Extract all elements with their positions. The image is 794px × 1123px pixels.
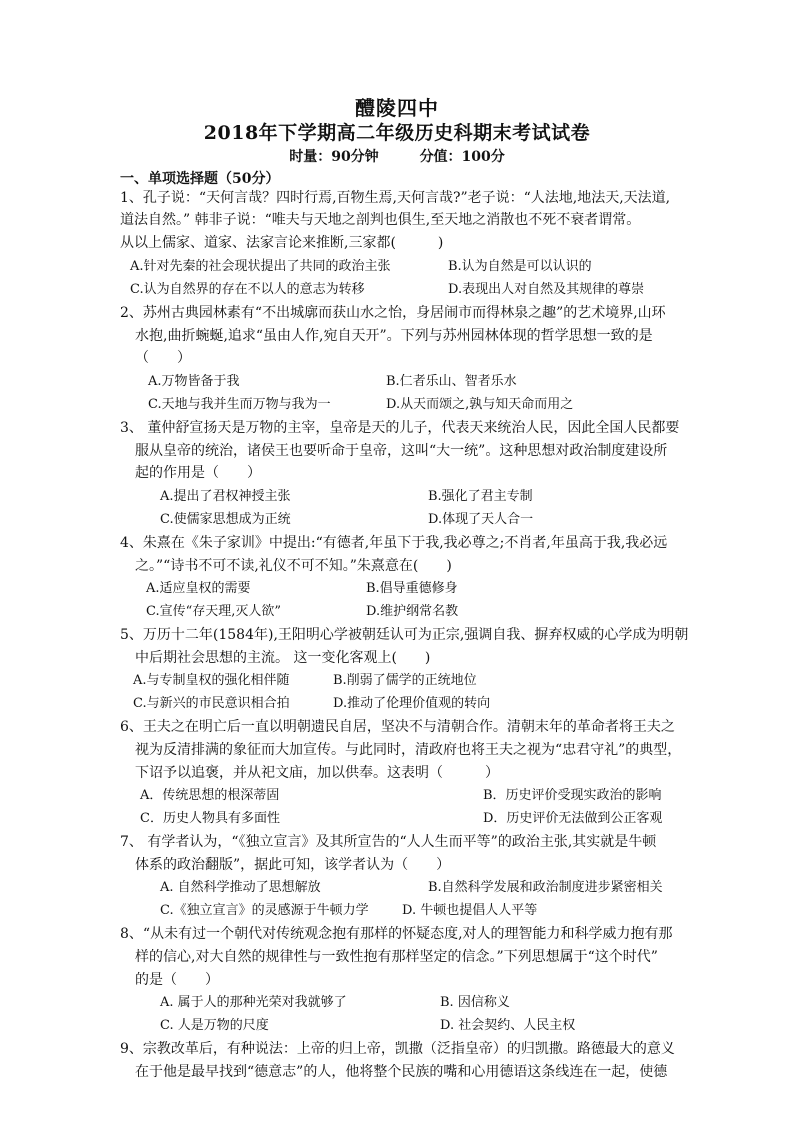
question-line: （ ） xyxy=(135,350,191,366)
option-a: A. 自然科学推动了思想解放 xyxy=(160,880,321,895)
question-line: 下诏予以追褒，并从祀文庙，加以供奉。这表明（ ） xyxy=(135,765,499,781)
option-a: A.万物皆备于我 xyxy=(148,374,240,389)
section-title: 一、单项选择题（50分） xyxy=(120,171,280,187)
exam-meta xyxy=(0,146,794,166)
option-c: C.与新兴的市民意识相合拍 xyxy=(133,696,290,711)
question-line: 的是（ ） xyxy=(135,972,219,988)
time-label: 时量：90分钟 xyxy=(289,149,379,165)
question-line: 中后期社会思想的主流。 这一变化客观上( ) xyxy=(135,650,431,666)
question-line: 7、 有学者认为，“《独立宣言》及其所宣告的“人人生而平等”的政治主张,其实就是牛顿 xyxy=(120,834,657,850)
question-line: 4、朱熹在《朱子家训》中提出:“有德者,年虽下于我,我必尊之;不肖者,年虽高于我,我必远 xyxy=(120,535,668,551)
option-c: C．历史人物具有多面性 xyxy=(140,811,280,826)
option-a: A.针对先秦的社会现状提出了共同的政治主张 xyxy=(130,259,391,274)
option-d: D.从天而颂之,孰与知天命而用之 xyxy=(386,397,574,412)
option-d: D.推动了伦理价值观的转向 xyxy=(333,696,491,711)
question-line: 道法自然。” 韩非子说：“唯夫与天地之剖判也俱生,至天地之消散也不死不衰者谓常。 xyxy=(120,212,641,228)
option-a: A.与专制皇权的强化相伴随 xyxy=(133,673,290,688)
question-line: 起的作用是（ ） xyxy=(135,465,261,481)
option-c: C.认为自然界的存在不以人的意志为转移 xyxy=(130,282,365,297)
option-d: D. 牛顿也提倡人人平等 xyxy=(402,903,538,918)
question-line: 1、孔子说：“天何言哉？四时行焉,百物生焉,天何言哉?”老子说：“人法地,地法天,天法道, xyxy=(120,190,671,206)
question-line: 6、王夫之在明亡后一直以明朝遗民自居，坚决不与清朝合作。清朝末年的革命者将王夫之 xyxy=(120,719,675,735)
question-line: 在于他是最早找到“德意志”的人，他将整个民族的嘴和心用德语这条线连在一起，使德 xyxy=(135,1064,668,1080)
school-name: 醴陵四中 xyxy=(355,96,439,120)
option-b: B.倡导重德修身 xyxy=(366,581,458,596)
option-c: C.天地与我并生而万物与我为一 xyxy=(148,397,331,412)
option-c: C.使儒家思想成为正统 xyxy=(160,512,291,527)
option-a: A. 属于人的那种光荣对我就够了 xyxy=(160,995,347,1010)
option-d: D.表现出人对自然及其规律的尊崇 xyxy=(448,282,645,297)
option-d: D．历史评价无法做到公正客观 xyxy=(483,811,663,826)
exam-title: 2018年下学期高二年级历史科期末考试试卷 xyxy=(203,122,591,144)
option-a: A.提出了君权神授主张 xyxy=(160,489,291,504)
question-line: 9、宗教改革后，有种说法：上帝的归上帝，凯撒（泛指皇帝）的归凯撒。路德最大的意义 xyxy=(120,1041,675,1057)
question-line: 水抱,曲折蜿蜒,追求“虽由人作,宛自天开”。下列与苏州园林体现的哲学思想一致的是 xyxy=(135,328,653,344)
option-b: B.强化了君主专制 xyxy=(428,489,533,504)
option-d: D. 社会契约、人民主权 xyxy=(440,1018,576,1033)
option-b: B．历史评价受现实政治的影响 xyxy=(483,788,662,803)
option-b: B.削弱了儒学的正统地位 xyxy=(333,673,477,688)
option-a: A.适应皇权的需要 xyxy=(146,581,251,596)
question-line: 之。”“诗书不可不读,礼仪不可不知。”朱熹意在( ) xyxy=(135,558,452,574)
question-line: 视为反清排满的象征而大加宣传。与此同时，清政府也将王夫之视为“忠君守礼”的典型， xyxy=(135,742,682,758)
question-line: 体系的政治翻版”，据此可知，该学者认为（ ） xyxy=(135,857,451,873)
option-a: A．传统思想的根深蒂固 xyxy=(140,788,280,803)
score-label: 分值：100分 xyxy=(419,149,505,165)
option-d: D.体现了天人合一 xyxy=(428,512,534,527)
option-c: C.宣传“存天理,灭人欲” xyxy=(146,604,282,619)
question-line: 8、“从未有过一个朝代对传统观念抱有那样的怀疑态度,对人的理智能力和科学威力抱有那 xyxy=(120,926,673,942)
question-line: 从以上儒家、道家、法家言论来推断,三家都( ) xyxy=(120,235,444,251)
option-b: B.自然科学发展和政治制度进步紧密相关 xyxy=(428,880,663,895)
question-line: 5、万历十二年(1584年),王阳明心学被朝廷认可为正宗,强调自我、摒弃权威的心学成为明朝 xyxy=(120,627,689,643)
option-c: C. 人是万物的尺度 xyxy=(160,1018,269,1033)
question-line: 服从皇帝的统治，诸侯王也要听命于皇帝，这叫“大一统”。这种思想对政治制度建设所 xyxy=(135,443,668,459)
option-b: B.仁者乐山、智者乐水 xyxy=(386,374,517,389)
question-line: 样的信心,对大自然的规律性与一致性抱有那样坚定的信念。”下列思想属于“这个时代” xyxy=(135,949,658,965)
option-d: D.维护纲常名教 xyxy=(366,604,459,619)
option-b: B. 因信称义 xyxy=(440,995,510,1010)
option-c: C.《独立宣言》的灵感源于牛顿力学 xyxy=(160,903,369,918)
question-line: 3、 董仲舒宣扬天是万物的主宰，皇帝是天的儿子，代表天来统治人民，因此全国人民都要 xyxy=(120,420,680,436)
option-b: B.认为自然是可以认识的 xyxy=(448,259,592,274)
question-line: 2、苏州古典园林素有“不出城廓而获山水之怡，身居闹市而得林泉之趣”的艺术境界,山环 xyxy=(120,305,666,321)
